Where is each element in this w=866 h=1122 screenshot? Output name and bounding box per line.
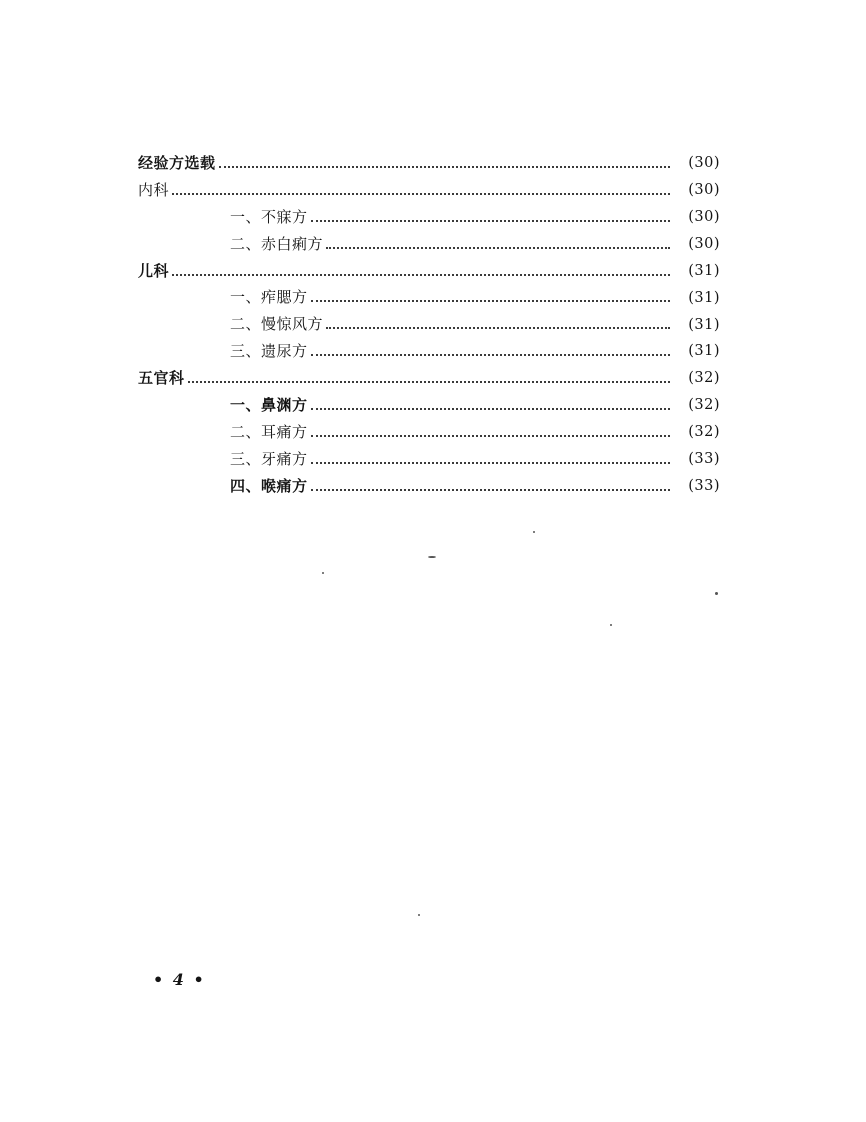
toc-entry-page: (30) xyxy=(688,182,720,199)
scan-speck xyxy=(533,531,535,533)
toc-entry-title: 四、喉痛方 xyxy=(230,476,308,495)
toc-leader-dots xyxy=(311,461,670,464)
toc-entry-page: (32) xyxy=(688,397,720,414)
toc-entry xyxy=(138,258,720,285)
toc-leader-dots xyxy=(326,246,670,249)
page-number: • 4 • xyxy=(153,970,206,989)
toc-entry-page: (33) xyxy=(688,477,720,494)
toc-entry xyxy=(138,419,720,446)
toc-leader-dots xyxy=(311,299,670,302)
toc-leader-dots xyxy=(172,273,670,276)
toc-leader-dots xyxy=(311,219,670,222)
toc-entry-page: (30) xyxy=(688,155,720,172)
toc-leader-dots xyxy=(219,165,670,168)
toc-entry-title: 三、遗尿方 xyxy=(230,342,308,361)
toc-entry-title: 内科 xyxy=(138,180,170,199)
toc-entry-title: 一、痄腮方 xyxy=(230,288,308,307)
scan-speck xyxy=(428,556,436,558)
toc-entry-page: (32) xyxy=(688,370,720,387)
toc-entry xyxy=(138,311,720,338)
toc-leader-dots xyxy=(311,353,670,356)
toc-entry-title: 二、赤白痢方 xyxy=(230,234,324,253)
toc-entry xyxy=(138,284,720,311)
toc-entry-page: (33) xyxy=(688,450,720,467)
toc-entry-title: 经验方选载 xyxy=(138,153,216,172)
toc-entry xyxy=(138,204,720,231)
toc-leader-dots xyxy=(311,407,670,410)
toc-entry-title: 二、慢惊风方 xyxy=(230,315,324,334)
toc-entry-title: 三、牙痛方 xyxy=(230,449,308,468)
toc-entry xyxy=(138,446,720,473)
toc-entry-page: (31) xyxy=(688,343,720,360)
toc-leader-dots xyxy=(172,192,670,195)
toc-entry xyxy=(138,231,720,258)
toc-entry-title: 二、耳痛方 xyxy=(230,422,308,441)
toc-entry-page: (31) xyxy=(688,316,720,333)
scan-speck xyxy=(715,592,718,595)
toc-entry-page: (30) xyxy=(688,208,720,225)
scan-speck xyxy=(418,914,420,916)
toc-entry xyxy=(138,177,720,204)
toc-leader-dots xyxy=(311,434,670,437)
toc-entry xyxy=(138,365,720,392)
toc-entry xyxy=(138,150,720,177)
toc-leader-dots xyxy=(188,380,670,383)
toc-entry-page: (31) xyxy=(688,289,720,306)
toc-entry xyxy=(138,473,720,500)
scan-speck xyxy=(322,572,324,574)
toc-entry-title: 儿科 xyxy=(138,261,170,280)
table-of-contents xyxy=(138,150,720,500)
toc-leader-dots xyxy=(311,488,670,491)
toc-entry-page: (32) xyxy=(688,424,720,441)
toc-entry-title: 一、不寐方 xyxy=(230,207,308,226)
toc-entry xyxy=(138,392,720,419)
toc-entry-page: (30) xyxy=(688,235,720,252)
toc-entry xyxy=(138,338,720,365)
toc-entry-page: (31) xyxy=(688,262,720,279)
toc-leader-dots xyxy=(326,326,670,329)
toc-entry-title: 五官科 xyxy=(138,369,185,388)
scan-speck xyxy=(610,624,612,626)
toc-entry-title: 一、鼻渊方 xyxy=(230,395,308,414)
